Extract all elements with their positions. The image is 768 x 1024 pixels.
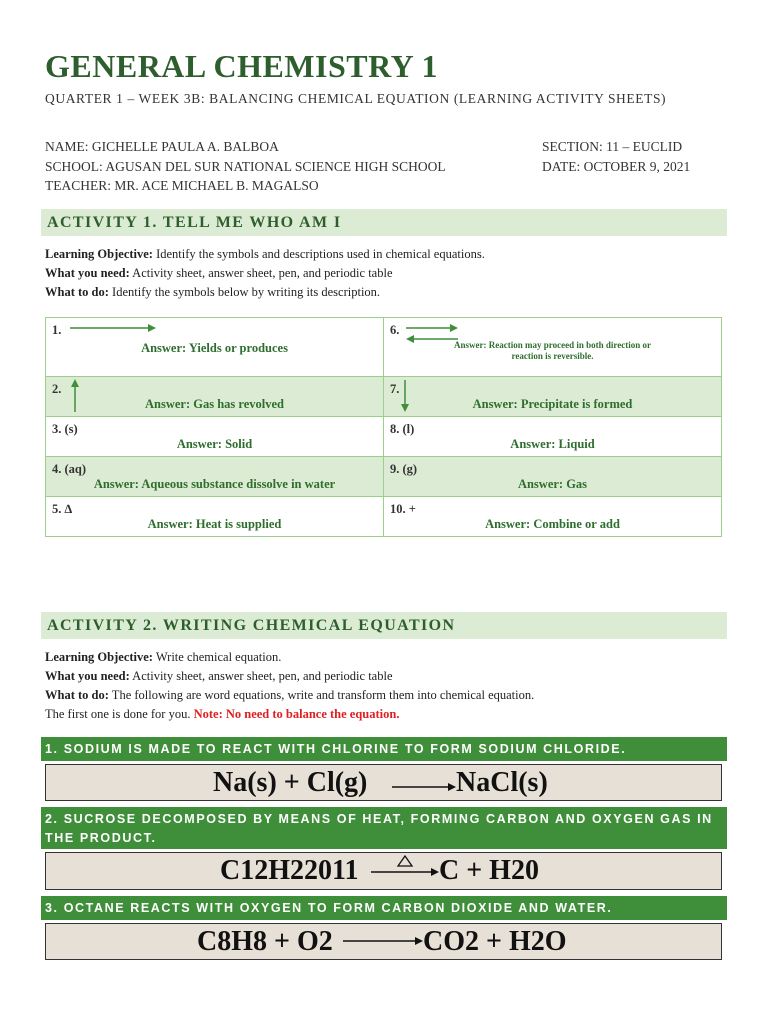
symbol-answer: Answer: Precipitate is formed (472, 397, 633, 411)
todo-text: The following are word equations, write and transform them into chemical equation. (108, 688, 535, 702)
yields-arrow-icon (391, 781, 457, 793)
item-number: 4. (aq) (52, 462, 87, 476)
symbol-answer: Answer: Combine or add (485, 517, 620, 531)
right-arrow-icon (68, 321, 158, 335)
need-label: What you need: (45, 669, 130, 683)
page-title: GENERAL CHEMISTRY 1 (45, 48, 439, 84)
equation-answer-box (45, 923, 722, 960)
student-info (45, 137, 446, 196)
symbol-cell (46, 377, 384, 417)
equation-products: NaCl(s) (456, 767, 548, 798)
equation-reactants: C8H8 + O2 (197, 926, 333, 957)
need-text: Activity sheet, answer sheet, pen, and periodic table (129, 669, 393, 683)
equation-prompt: 2. SUCROSE DECOMPOSED BY MEANS OF HEAT, FORMING CARBON AND OXYGEN GAS IN THE PRODUCT. (41, 807, 727, 849)
todo-label: What to do: (45, 285, 109, 299)
symbol-cell (46, 457, 384, 497)
symbol-answer: Answer: Gas has revolved (144, 397, 284, 411)
todo-text: Identify the symbols below by writing its description. (108, 285, 381, 299)
need-text: Activity sheet, answer sheet, pen, and periodic table (129, 266, 393, 280)
item-number: 1. (52, 323, 62, 337)
objective-text: Identify the symbols and descriptions used in chemical equations. (152, 247, 485, 261)
todo-label: What to do: (45, 688, 109, 702)
symbol-answer: Answer: Reaction may proceed in both direction or reaction is reversible. (454, 340, 651, 361)
item-number: 6. (390, 323, 400, 337)
symbol-cell (384, 497, 722, 537)
equation-products: CO2 + H2O (423, 926, 567, 957)
class-info (542, 137, 690, 176)
page-subtitle: QUARTER 1 – WEEK 3B: BALANCING CHEMICAL EQUATION (LEARNING ACTIVITY SHEETS) (45, 91, 667, 106)
equation-prompt: 3. OCTANE REACTS WITH OXYGEN TO FORM CARBON DIOXIDE AND WATER. (41, 896, 727, 920)
activity1-heading-bar (41, 209, 727, 236)
activity1-instructions (45, 245, 485, 302)
equation-answer-box (45, 764, 722, 801)
objective-text: Write chemical equation. (152, 650, 282, 664)
equation-reactants: Na(s) + Cl(g) (213, 767, 368, 798)
balance-note: Note: No need to balance the equation. (193, 707, 400, 721)
first-done-text: The first one is done for you. (45, 707, 194, 721)
symbol-answer: Answer: Aqueous substance dissolve in water (93, 477, 336, 491)
equation-prompt: 1. SODIUM IS MADE TO REACT WITH CHLORINE TO FORM SODIUM CHLORIDE. (41, 737, 727, 761)
heat-arrow-icon (370, 854, 440, 878)
symbols-table (45, 317, 722, 537)
symbol-cell (384, 417, 722, 457)
symbol-cell (46, 318, 384, 377)
objective-label: Learning Objective: (45, 247, 153, 261)
school-name: SCHOOL: AGUSAN DEL SUR NATIONAL SCIENCE HIGH SCHOOL (45, 158, 446, 174)
date: DATE: OCTOBER 9, 2021 (542, 158, 691, 174)
objective-label: Learning Objective: (45, 650, 153, 664)
symbol-cell (46, 497, 384, 537)
item-number: 10. + (390, 502, 416, 516)
activity2-heading: ACTIVITY 2. WRITING CHEMICAL EQUATION (47, 617, 456, 634)
equation-answer-box (45, 852, 722, 890)
symbol-cell (384, 318, 722, 377)
item-number: 7. (390, 382, 400, 396)
yields-arrow-icon (342, 935, 424, 947)
need-label: What you need: (45, 266, 130, 280)
symbol-cell (46, 417, 384, 457)
item-number: 9. (g) (390, 462, 418, 476)
activity2-instructions (45, 648, 534, 724)
symbol-answer: Answer: Gas (517, 477, 588, 491)
symbol-answer: Answer: Heat is supplied (147, 517, 282, 531)
activity1-heading: ACTIVITY 1. TELL ME WHO AM I (47, 214, 342, 231)
equation-reactants: C12H22011 (220, 855, 359, 886)
symbol-answer: Answer: Yields or produces (141, 341, 288, 355)
section: SECTION: 11 – EUCLID (542, 139, 683, 154)
item-number: 5. ∆ (52, 502, 73, 516)
symbol-answer: Answer: Solid (176, 437, 253, 451)
activity2-heading-bar (41, 612, 727, 639)
symbol-cell (384, 377, 722, 417)
equation-products: C + H20 (439, 855, 539, 886)
item-number: 8. (l) (390, 422, 415, 436)
teacher-name: TEACHER: MR. ACE MICHAEL B. MAGALSO (45, 178, 319, 193)
symbol-cell (384, 457, 722, 497)
student-name: NAME: GICHELLE PAULA A. BALBOA (45, 139, 279, 154)
item-number: 3. (s) (52, 422, 78, 436)
symbol-answer: Answer: Liquid (510, 437, 595, 451)
item-number: 2. (52, 382, 62, 396)
